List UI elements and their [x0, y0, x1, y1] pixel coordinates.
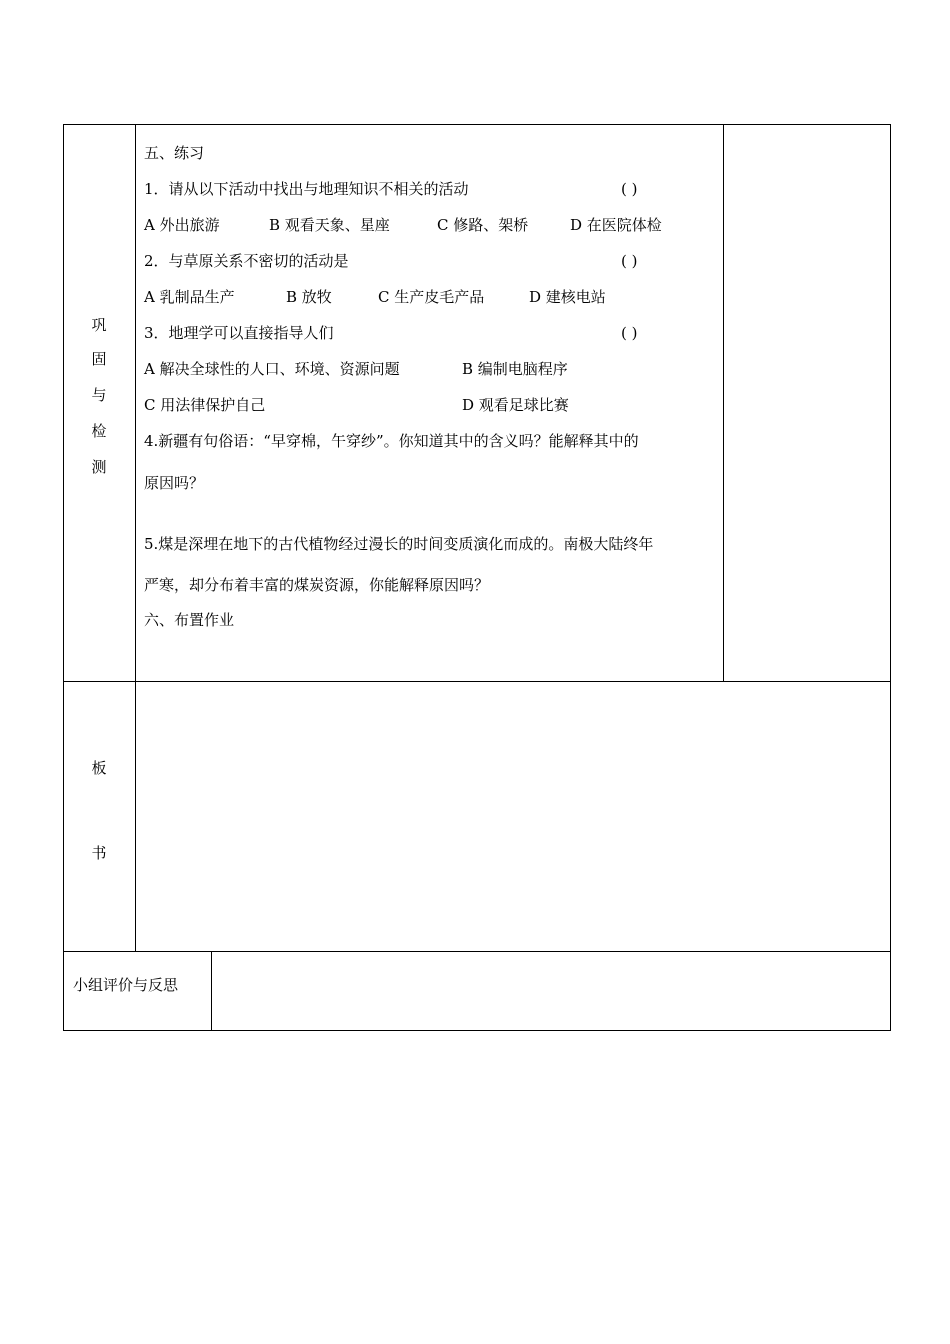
- row-divider-1: [63, 681, 891, 682]
- question-4-line-1: 4.新疆有句俗语：“早穿棉，午穿纱”。你知道其中的含义吗？能解释其中的: [144, 432, 639, 450]
- q2-option-d: D 建核电站: [529, 288, 606, 306]
- table-border-right: [890, 124, 891, 1031]
- row-divider-2: [63, 951, 891, 952]
- q1-option-c: C 修路、架桥: [437, 216, 529, 234]
- group-evaluation-label: 小组评价与反思: [73, 976, 179, 994]
- table-border-bottom: [63, 1030, 891, 1031]
- q2-option-b: B 放牧: [286, 288, 332, 306]
- question-5-line-1: 5.煤是深埋在地下的古代植物经过漫长的时间变质演化而成的。南极大陆终年: [144, 535, 654, 553]
- answer-blank-1: ( ): [621, 180, 638, 198]
- question-1: 1．请从以下活动中找出与地理知识不相关的活动: [144, 180, 469, 198]
- q1-option-b: B 观看天象、星座: [269, 216, 390, 234]
- heading-practice: 五、练习: [144, 144, 205, 162]
- q3-option-d: D 观看足球比赛: [462, 396, 569, 414]
- section-label-char: 与: [91, 386, 107, 404]
- question-3: 3．地理学可以直接指导人们: [144, 324, 334, 342]
- question-5-line-2: 严寒，却分布着丰富的煤炭资源，你能解释原因吗？: [144, 576, 490, 594]
- q2-option-c: C 生产皮毛产品: [378, 288, 485, 306]
- question-4-line-2: 原因吗？: [144, 474, 205, 492]
- q3-option-c: C 用法律保护自己: [144, 396, 266, 414]
- section-label-char: 固: [91, 350, 107, 368]
- section-label-char: 检: [91, 422, 107, 440]
- table-border-left: [63, 124, 64, 1031]
- section-label-char: 测: [91, 458, 107, 476]
- answer-blank-3: ( ): [621, 324, 638, 342]
- notes-column-divider: [723, 124, 724, 681]
- board-label-char: 板: [91, 759, 107, 777]
- board-label-char: 书: [91, 844, 107, 862]
- q3-option-b: B 编制电脑程序: [462, 360, 568, 378]
- heading-homework: 六、布置作业: [144, 611, 235, 629]
- q3-option-a: A 解决全球性的人口、环境、资源问题: [144, 360, 400, 378]
- label-column-divider: [135, 124, 136, 951]
- question-2: 2．与草原关系不密切的活动是: [144, 252, 349, 270]
- answer-blank-2: ( ): [621, 252, 638, 270]
- q1-option-d: D 在医院体检: [570, 216, 662, 234]
- section-label-char: 巩: [91, 316, 107, 334]
- group-label-divider: [211, 951, 212, 1030]
- q2-option-a: A 乳制品生产: [144, 288, 235, 306]
- q1-option-a: A 外出旅游: [144, 216, 220, 234]
- table-border-top: [63, 124, 891, 125]
